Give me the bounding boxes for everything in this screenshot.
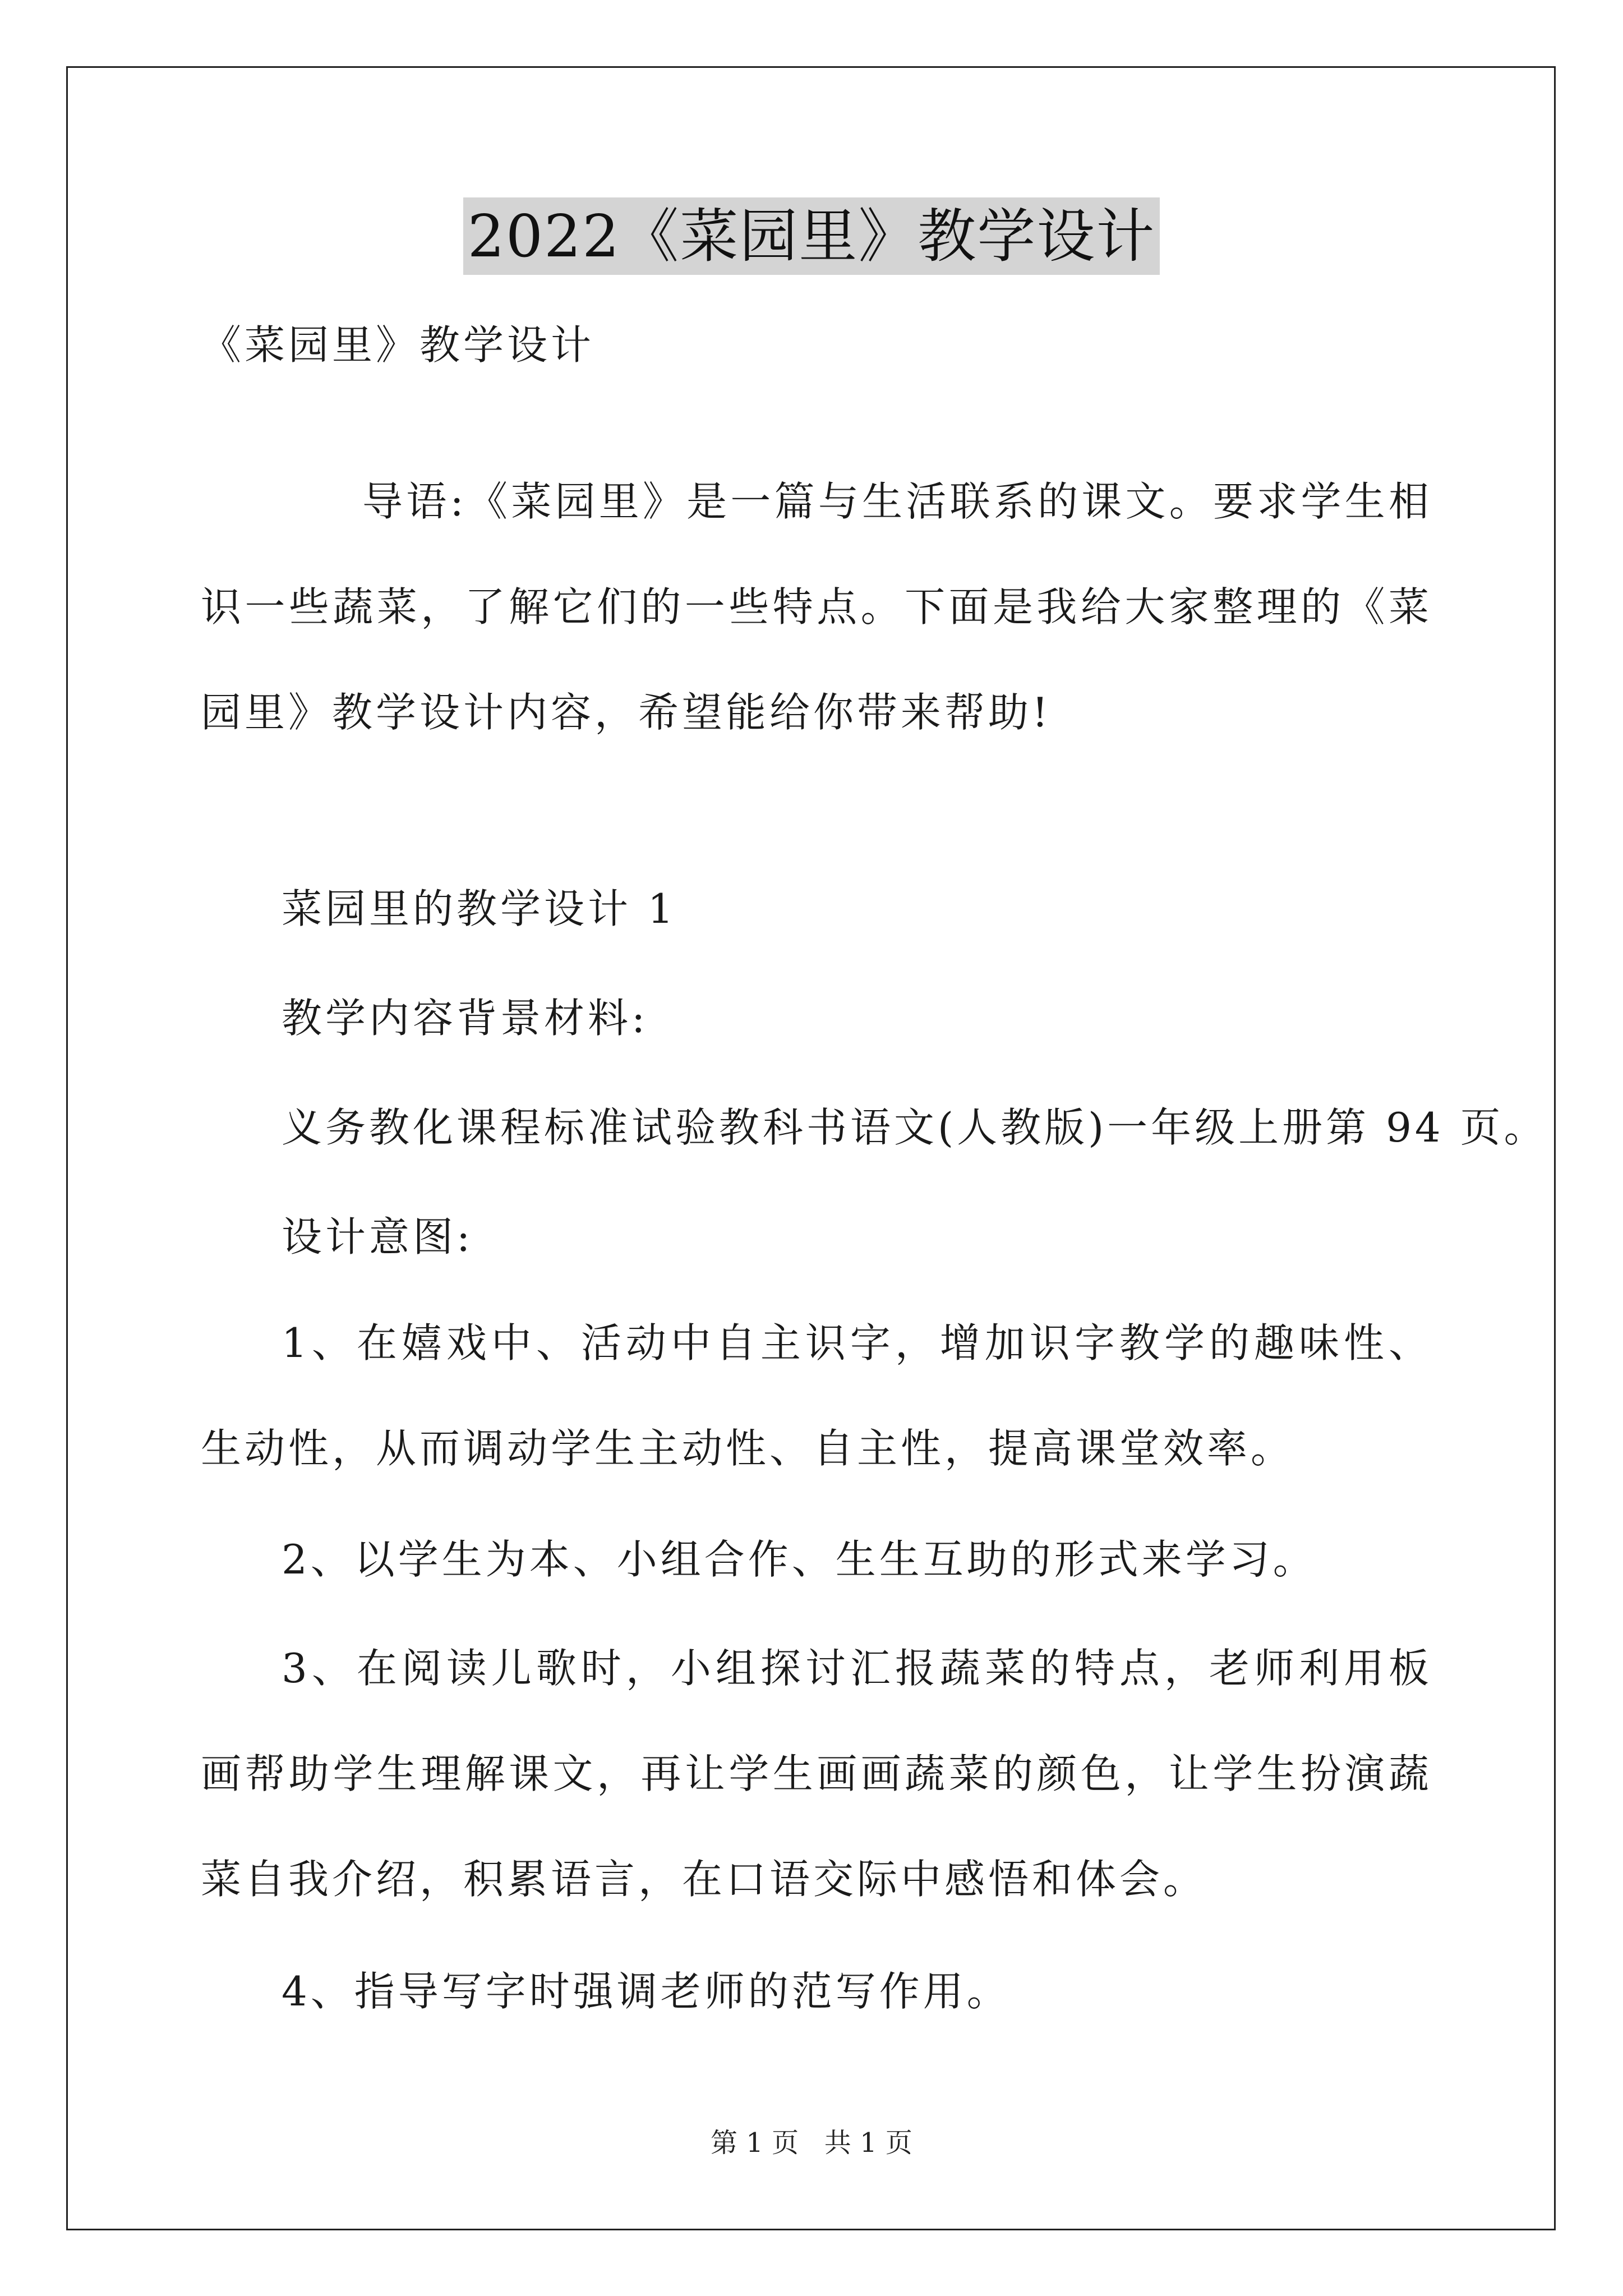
background-text: 义务教化课程标准试验教科书语文(人教版)一年级上册第 94 页。 bbox=[282, 1104, 1548, 1151]
document-title: 2022《菜园里》教学设计 bbox=[463, 197, 1160, 275]
intent-item-4: 4、指导写字时强调老师的范写作用。 bbox=[282, 1968, 1011, 2015]
intent-label: 设计意图: bbox=[282, 1213, 474, 1260]
document-subtitle: 《菜园里》教学设计 bbox=[201, 321, 595, 369]
background-label: 教学内容背景材料: bbox=[282, 995, 649, 1042]
intent-item-3: 3、在阅读儿歌时，小组探讨汇报蔬菜的特点，老师利用板画帮助学生理解课文，再让学生画画蔬菜的颜色，让学生扮演蔬菜自我介绍，积累语言，在口语交际中感悟和体会。 bbox=[201, 1645, 1432, 1903]
section-heading: 菜园里的教学设计 1 bbox=[282, 885, 677, 932]
page-footer: 第 1 页 共 1 页 bbox=[711, 2127, 912, 2159]
intent-item-2: 2、以学生为本、小组合作、生生互助的形式来学习。 bbox=[282, 1536, 1317, 1583]
intent-item-1: 1、在嬉戏中、活动中自主识字，增加识字教学的趣味性、生动性，从而调动学生主动性、自主性，提高课堂效率。 bbox=[201, 1319, 1432, 1472]
intro-paragraph: 导语:《菜园里》是一篇与生活联系的课文。要求学生相识一些蔬菜，了解它们的一些特点。下面是我给大家整理的《菜园里》教学设计内容，希望能给你带来帮助! bbox=[201, 478, 1432, 736]
title-container bbox=[0, 197, 1623, 275]
